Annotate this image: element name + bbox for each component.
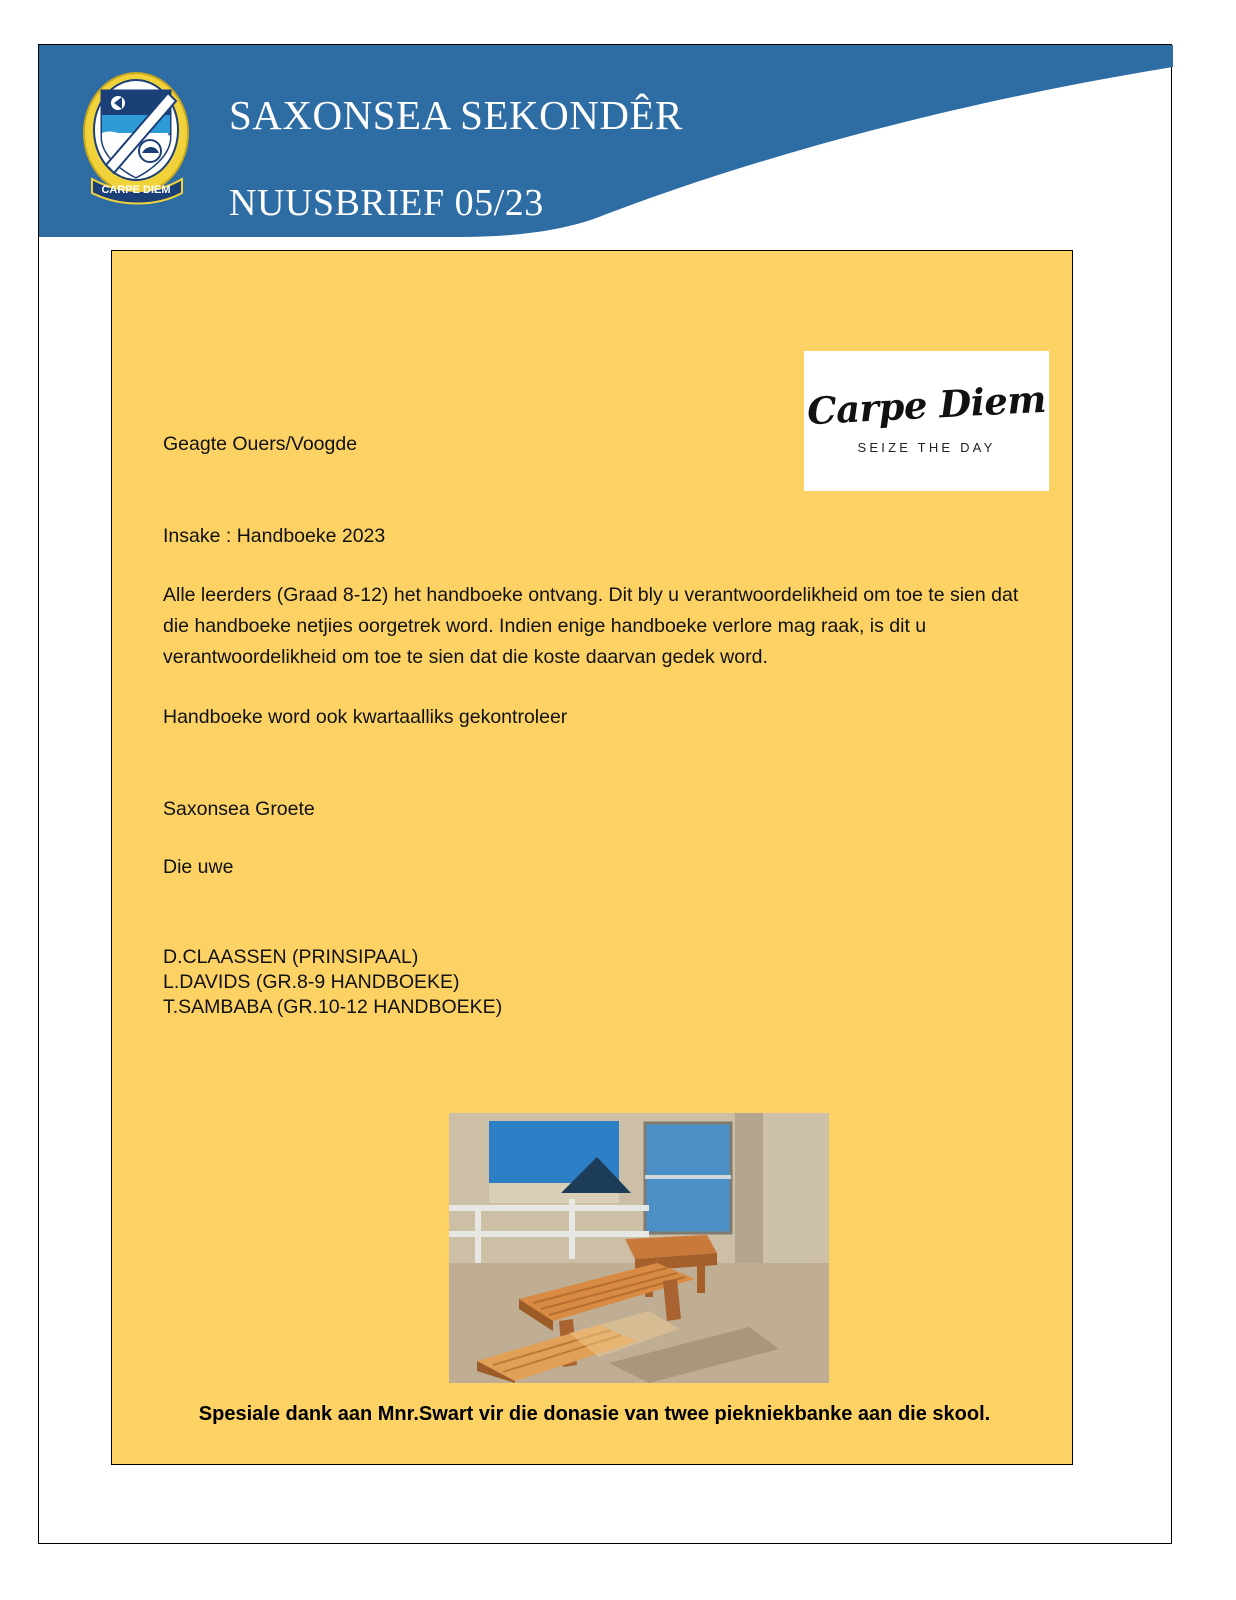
spacer — [163, 881, 1025, 945]
newsletter-number: NUUSBRIEF 05/23 — [229, 182, 544, 224]
letter-text — [163, 430, 1025, 1020]
paragraph-2: Handboeke word ook kwartaalliks gekontroleer — [163, 706, 568, 728]
banner-shape — [39, 45, 1173, 237]
newsletter-page — [38, 44, 1172, 1544]
spacer — [163, 731, 1025, 795]
svg-text:CARPE DIEM: CARPE DIEM — [101, 184, 171, 196]
signatory-3: T.SAMBABA (GR.10-12 HANDBOEKE) — [163, 996, 503, 1018]
school-crest-icon — [76, 67, 196, 205]
spacer — [163, 673, 1025, 703]
closing-signoff: Die uwe — [163, 856, 234, 878]
signatory-1: D.CLAASSEN (PRINSIPAAL) — [163, 946, 419, 968]
logo-tagline: SEIZE THE DAY — [857, 440, 996, 455]
photo-caption: Spesiale dank aan Mnr.Swart vir die donasie van twee piekniekbanke aan die skool. — [198, 1403, 991, 1425]
spacer — [163, 823, 1025, 853]
school-name: SAXONSEA SEKONDÊR — [229, 92, 683, 138]
photo-graphic — [449, 1113, 829, 1383]
header-banner — [39, 45, 1173, 237]
letter-body — [111, 250, 1073, 1465]
subject-line: Insake : Handboeke 2023 — [163, 525, 386, 547]
spacer — [163, 458, 1025, 522]
salutation: Geagte Ouers/Voogde — [163, 433, 358, 455]
closing-greeting: Saxonsea Groete — [163, 798, 315, 820]
signatory-2: L.DAVIDS (GR.8-9 HANDBOEKE) — [163, 971, 460, 993]
spacer — [163, 550, 1025, 580]
logo-script-text: Carpe Diem — [805, 376, 1047, 434]
paragraph-1: Alle leerders (Graad 8-12) het handboeke ontvang. Dit bly u verantwoordelikheid om toe te sien dat die handboeke netjies oorgetrek word. Indien enige handboeke verlore mag raak, is dit u verantwoordelikheid om toe te sien dat die koste daarvan gedek word. — [163, 584, 1019, 668]
picnic-bench-photo — [449, 1113, 829, 1383]
